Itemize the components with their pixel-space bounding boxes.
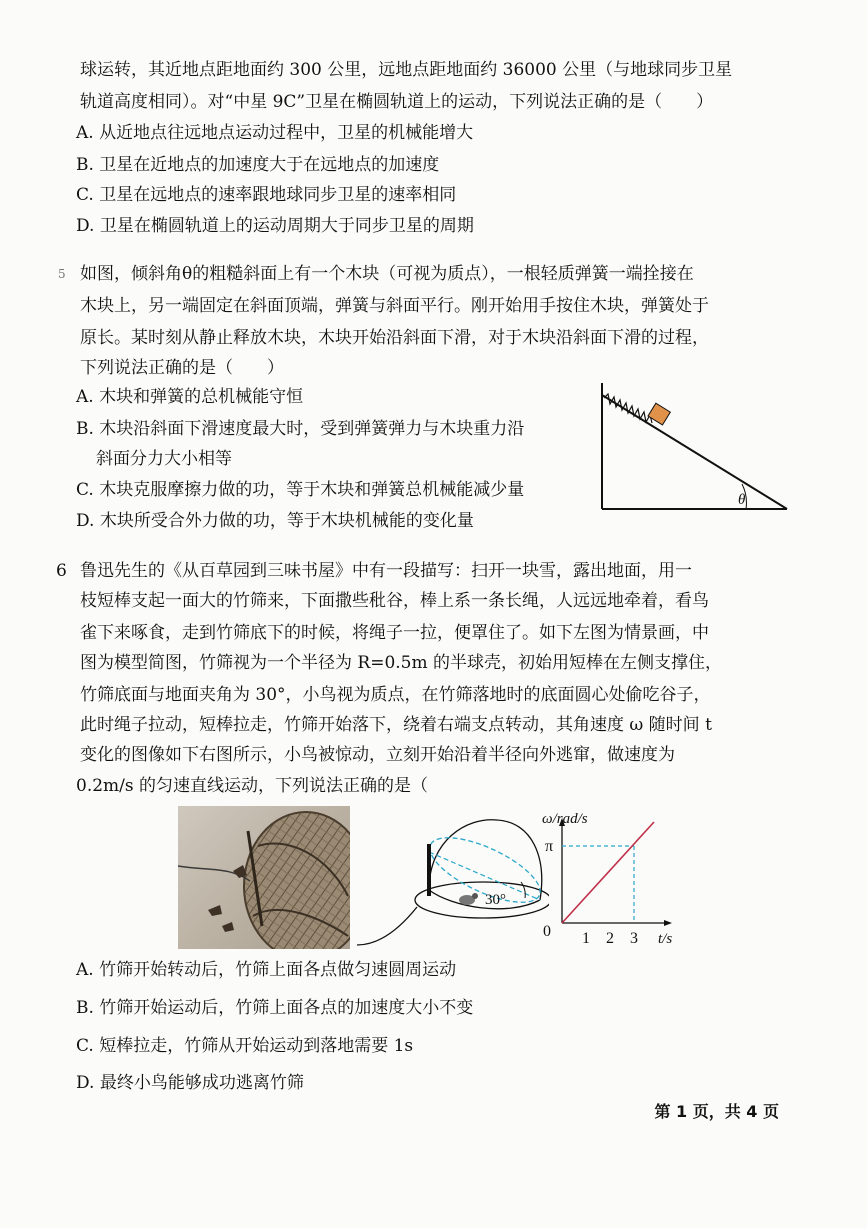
series-line — [562, 822, 654, 923]
q5-number: 5 — [58, 267, 66, 281]
spring-icon — [604, 394, 652, 423]
page-footer: 第 1 页，共 4 页 — [654, 1102, 779, 1121]
model-diagram — [357, 812, 549, 950]
q5-line-4: 下列说法正确的是（ ） — [80, 358, 284, 378]
q5-option-d: D. 木块所受合外力做的功，等于木块机械能的变化量 — [76, 511, 474, 531]
q6-line-1: 鲁迅先生的《从百草园到三味书屋》中有一段描写：扫开一块雪，露出地面，用一 — [80, 561, 692, 581]
x-tick-label: 2 — [606, 930, 614, 947]
y-axis-label: ω/rad/s — [542, 811, 588, 827]
incline-angle-label: θ — [738, 492, 746, 508]
x-axis-arrow — [664, 920, 672, 926]
q4-option-b: B. 卫星在近地点的加速度大于在远地点的加速度 — [76, 155, 440, 175]
q4-option-d: D. 卫星在椭圆轨道上的运动周期大于同步卫星的周期 — [76, 216, 474, 236]
q5-line-3: 原长。某时刻从静止释放木块，木块开始沿斜面下滑，对于木块沿斜面下滑的过程， — [80, 328, 709, 348]
q4-option-c: C. 卫星在远地点的速率跟地球同步卫星的速率相同 — [76, 185, 457, 205]
q6-option-d: D. 最终小鸟能够成功逃离竹筛 — [76, 1073, 304, 1093]
q5-option-a: A. 木块和弹簧的总机械能守恒 — [76, 387, 304, 407]
q5-option-c: C. 木块克服摩擦力做的功，等于木块和弹簧总机械能减少量 — [76, 480, 525, 500]
q6-option-a: A. 竹筛开始转动后，竹筛上面各点做匀速圆周运动 — [76, 960, 457, 980]
incline-figure — [596, 380, 792, 514]
q5-line-1: 如图，倾斜角θ的粗糙斜面上有一个木块（可视为质点），一根轻质弹簧一端拴接在 — [80, 264, 694, 284]
q5-option-b-cont: 斜面分力大小相等 — [96, 449, 232, 469]
q6-option-c: C. 短棒拉走，竹筛从开始运动到落地需要 1s — [76, 1036, 414, 1056]
x-tick-label: 3 — [630, 930, 638, 947]
q6-line-2: 枝短棒支起一面大的竹筛来，下面撒些秕谷，棒上系一条长绳，人远远地牵着，看鸟 — [80, 591, 709, 611]
q6-line-4: 图为模型简图，竹筛视为一个半径为 R=0.5m 的半球壳，初始用短棒在左侧支撑住， — [80, 653, 723, 673]
omega-t-chart — [540, 810, 690, 955]
q6-line-7: 变化的图像如下右图所示，小鸟被惊动，立刻开始沿着半径向外逃窜，做速度为 — [80, 745, 675, 765]
q6-line-8: 0.2m/s 的匀速直线运动，下列说法正确的是（ — [76, 776, 429, 796]
q4-option-a: A. 从近地点往远地点运动过程中，卫星的机械能增大 — [76, 123, 474, 143]
q5-option-b: B. 木块沿斜面下滑速度最大时，受到弹簧弹力与木块重力沿 — [76, 419, 525, 439]
x-tick-label: 1 — [582, 930, 590, 947]
q6-line-5: 竹筛底面与地面夹角为 30°，小鸟视为质点，在竹筛落地时的底面圆心处偷吃谷子， — [80, 685, 711, 705]
bird-icon — [459, 893, 478, 905]
origin-label: 0 — [543, 923, 551, 940]
q5-line-2: 木块上，另一端固定在斜面顶端，弹簧与斜面平行。刚开始用手按住木块，弹簧处于 — [80, 296, 709, 316]
x-axis-label: t/s — [658, 931, 673, 947]
q6-number: 6 — [56, 561, 67, 581]
model-angle-label: 30° — [485, 892, 506, 908]
q6-line-6: 此时绳子拉动，短棒拉走，竹筛开始落下，绕着右端支点转动，其角速度 ω 随时间 t — [80, 715, 712, 735]
y-tick-label: π — [545, 838, 554, 855]
scene-photo — [178, 806, 350, 949]
q6-option-b: B. 竹筛开始运动后，竹筛上面各点的加速度大小不变 — [76, 998, 474, 1018]
q4-line-2: 轨道高度相同）。对“中星 9C”卫星在椭圆轨道上的运动，下列说法正确的是（ ） — [80, 92, 714, 112]
q6-line-3: 雀下来啄食，走到竹筛底下的时候，将绳子一拉，便罩住了。如下左图为情景画，中 — [80, 623, 709, 643]
q4-line-1: 球运转，其近地点距地面约 300 公里，远地点距地面约 36000 公里（与地球同步卫星 — [80, 60, 733, 80]
